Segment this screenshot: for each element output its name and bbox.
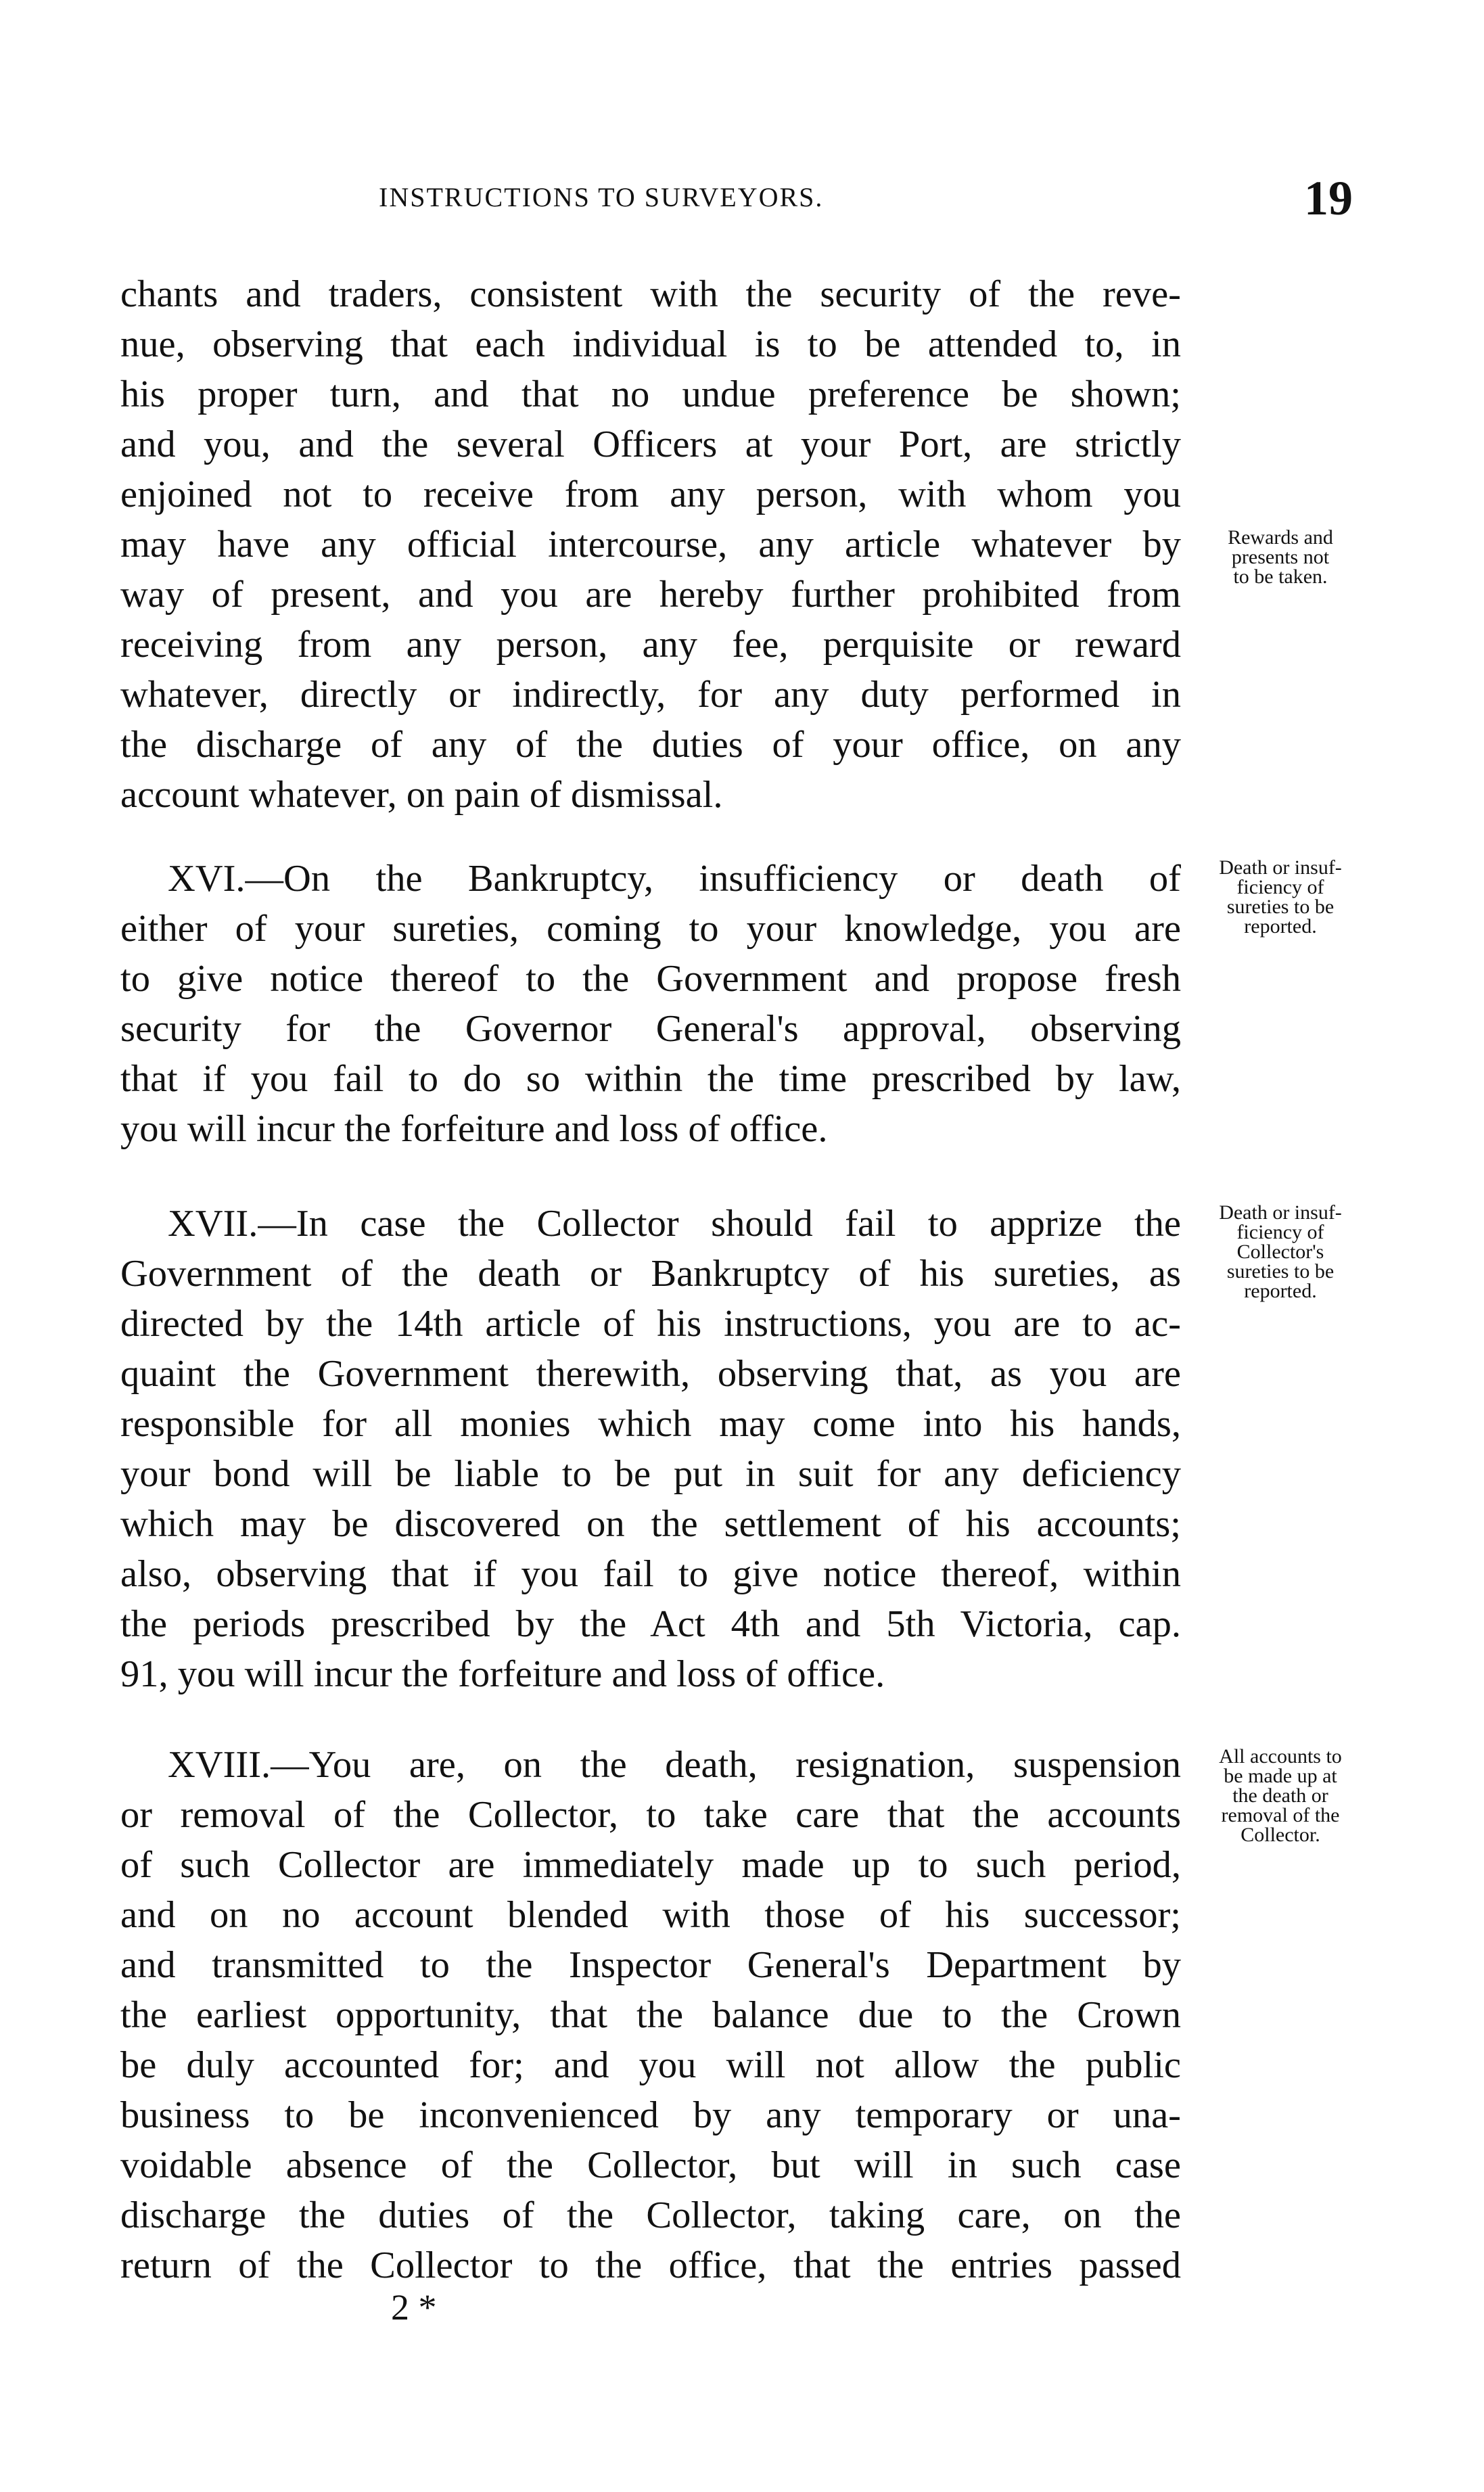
margin-note-line: reported. (1244, 1280, 1317, 1302)
text-line: 91, you will incur the forfeiture and loss of office. (120, 1653, 885, 1695)
text-line: nue, observing that each individual is to be attended to, in (120, 323, 1181, 365)
margin-note-line: Collector's (1236, 1241, 1324, 1263)
margin-note (1189, 858, 1372, 936)
text-line: security for the Governor General's approval, observing (120, 1008, 1181, 1050)
margin-note-line: removal of the (1221, 1804, 1340, 1826)
margin-note-line: Collector. (1240, 1824, 1320, 1846)
margin-note-line: Rewards and (1228, 526, 1333, 549)
text-line: receiving from any person, any fee, perquisite or reward (120, 624, 1181, 666)
margin-note (1189, 1747, 1372, 1845)
text-line: of such Collector are immediately made up to such period, (120, 1844, 1181, 1886)
text-line: to give notice thereof to the Government and propose fresh (120, 958, 1181, 1000)
header-title: INSTRUCTIONS TO SURVEYORS. (379, 182, 824, 212)
text-line: XVI.—On the Bankruptcy, insufficiency or death of (168, 858, 1181, 900)
text-line: voidable absence of the Collector, but will in such case (120, 2144, 1181, 2186)
text-line: which may be discovered on the settlement of his accounts; (120, 1503, 1181, 1545)
signature-mark: 2 * (391, 2287, 437, 2328)
text-line: also, observing that if you fail to give notice thereof, within (120, 1553, 1181, 1595)
text-line: the periods prescribed by the Act 4th and 5th Victoria, cap. (120, 1603, 1181, 1645)
margin-note-line: presents not (1231, 546, 1330, 568)
text-line: may have any official intercourse, any article whatever by (120, 524, 1181, 566)
margin-note-line: the death or (1232, 1784, 1328, 1807)
text-line: business to be inconvenienced by any temporary or una- (120, 2094, 1181, 2136)
text-line: way of present, and you are hereby further prohibited from (120, 574, 1181, 616)
text-line: the discharge of any of the duties of your office, on any (120, 724, 1181, 766)
text-line: whatever, directly or indirectly, for any duty performed in (120, 674, 1181, 716)
text-line: discharge the duties of the Collector, taking care, on the (120, 2194, 1181, 2236)
margin-note-line: Death or insuf- (1219, 856, 1342, 879)
margin-note-line: to be taken. (1233, 566, 1328, 588)
margin-note-line: reported. (1244, 915, 1317, 938)
margin-note-line: sureties to be (1226, 1260, 1335, 1283)
text-line: either of your sureties, coming to your knowledge, you are (120, 908, 1181, 950)
text-line: quaint the Government therewith, observing that, as you are (120, 1353, 1181, 1395)
text-line: his proper turn, and that no undue preference be shown; (120, 373, 1181, 415)
text-line: directed by the 14th article of his instructions, you are to ac- (120, 1303, 1181, 1345)
text-line: or removal of the Collector, to take care that the accounts (120, 1794, 1181, 1836)
text-line: and transmitted to the Inspector General's Department by (120, 1944, 1181, 1986)
text-line: chants and traders, consistent with the security of the reve- (120, 273, 1181, 315)
text-line: enjoined not to receive from any person, with whom you (120, 474, 1181, 515)
margin-note (1189, 528, 1372, 586)
text-line: that if you fail to do so within the time prescribed by law, (120, 1058, 1181, 1100)
page-number: 19 (1304, 171, 1353, 225)
margin-note-line: be made up at (1224, 1765, 1337, 1787)
margin-note-line: ficiency of (1236, 876, 1324, 898)
text-line: Government of the death or Bankruptcy of his sureties, as (120, 1253, 1181, 1295)
text-line: XVII.—In case the Collector should fail to apprize the (168, 1203, 1181, 1245)
text-line: the earliest opportunity, that the balance due to the Crown (120, 1994, 1181, 2036)
text-line: XVIII.—You are, on the death, resignation, suspension (168, 1744, 1181, 1786)
text-line: return of the Collector to the office, that the entries passed (120, 2244, 1181, 2286)
text-line: and on no account blended with those of his successor; (120, 1894, 1181, 1936)
text-line: account whatever, on pain of dismissal. (120, 774, 723, 816)
margin-note-line: sureties to be (1226, 896, 1335, 918)
margin-note-line: ficiency of (1236, 1221, 1324, 1243)
text-line: responsible for all monies which may come into his hands, (120, 1403, 1181, 1445)
text-line: your bond will be liable to be put in suit for any deficiency (120, 1453, 1181, 1495)
text-line: and you, and the several Officers at your Port, are strictly (120, 423, 1181, 465)
text-line: be duly accounted for; and you will not allow the public (120, 2044, 1181, 2086)
margin-note-line: Death or insuf- (1219, 1201, 1342, 1224)
text-line: you will incur the forfeiture and loss of office. (120, 1108, 828, 1150)
margin-note (1189, 1203, 1372, 1301)
margin-note-line: All accounts to (1219, 1745, 1342, 1768)
